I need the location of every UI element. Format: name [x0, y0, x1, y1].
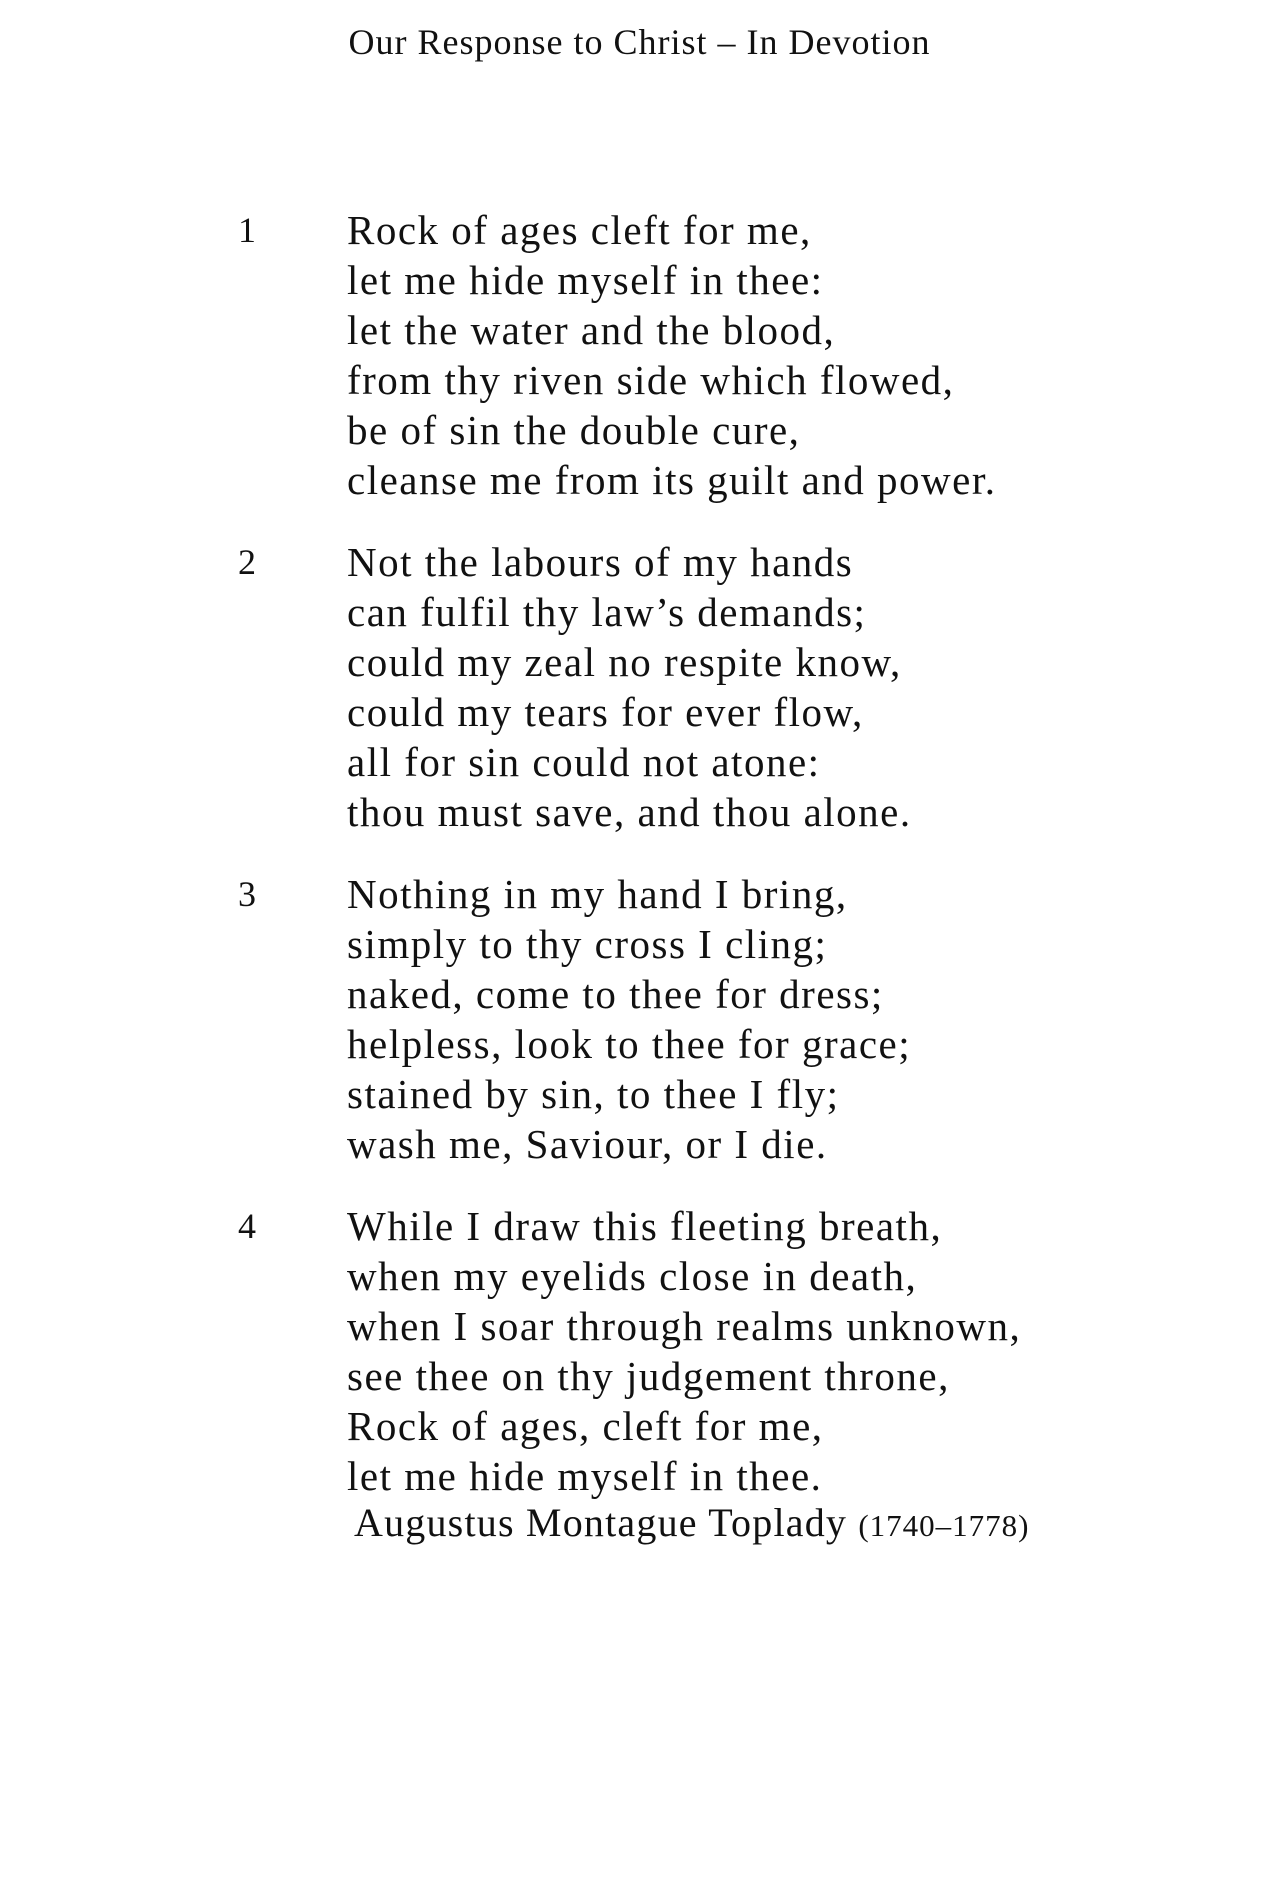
verse-line: let me hide myself in thee: — [347, 257, 824, 303]
verse-lines — [347, 537, 1279, 837]
hymn-text — [0, 205, 1279, 1533]
verse-line: let the water and the blood, — [347, 307, 836, 353]
verse-line: could my tears for ever flow, — [347, 689, 864, 735]
verse-number: 1 — [238, 210, 256, 250]
verse-lines — [347, 1201, 1279, 1501]
verse-1 — [0, 205, 1279, 505]
attribution — [354, 1497, 1029, 1552]
verse-2 — [0, 537, 1279, 837]
verse-number: 3 — [238, 874, 256, 914]
verse-line: could my zeal no respite know, — [347, 639, 902, 685]
verse-line: cleanse me from its guilt and power. — [347, 457, 997, 503]
verse-line: naked, come to thee for dress; — [347, 971, 884, 1017]
verse-line: simply to thy cross I cling; — [347, 921, 828, 967]
author-name: Augustus Montague Toplady — [354, 1500, 848, 1545]
verse-line: all for sin could not atone: — [347, 739, 821, 785]
verse-line: thou must save, and thou alone. — [347, 789, 912, 835]
verse-line: While I draw this fleeting breath, — [347, 1203, 943, 1249]
verse-line: stained by sin, to thee I fly; — [347, 1071, 840, 1117]
verse-line: Rock of ages, cleft for me, — [347, 1403, 824, 1449]
verse-line: see thee on thy judgement throne, — [347, 1353, 950, 1399]
verse-line: from thy riven side which flowed, — [347, 357, 955, 403]
verse-4 — [0, 1201, 1279, 1501]
verse-line: let me hide myself in thee. — [347, 1453, 823, 1499]
verse-number: 2 — [238, 542, 256, 582]
verse-line: be of sin the double cure, — [347, 407, 801, 453]
verse-line: helpless, look to thee for grace; — [347, 1021, 912, 1067]
verse-line: Nothing in my hand I bring, — [347, 871, 848, 917]
verse-line: wash me, Saviour, or I die. — [347, 1121, 828, 1167]
page-header: Our Response to Christ – In Devotion — [348, 22, 931, 62]
author-dates: (1740–1778) — [858, 1508, 1030, 1543]
verse-line: when my eyelids close in death, — [347, 1253, 918, 1299]
verse-3 — [0, 869, 1279, 1169]
verse-line: Not the labours of my hands — [347, 539, 854, 585]
verse-lines — [347, 869, 1279, 1169]
verse-line: can fulfil thy law’s demands; — [347, 589, 867, 635]
verse-line: when I soar through realms unknown, — [347, 1303, 1022, 1349]
verse-line: Rock of ages cleft for me, — [347, 207, 812, 253]
verse-number: 4 — [238, 1206, 256, 1246]
verse-lines — [347, 205, 1279, 505]
